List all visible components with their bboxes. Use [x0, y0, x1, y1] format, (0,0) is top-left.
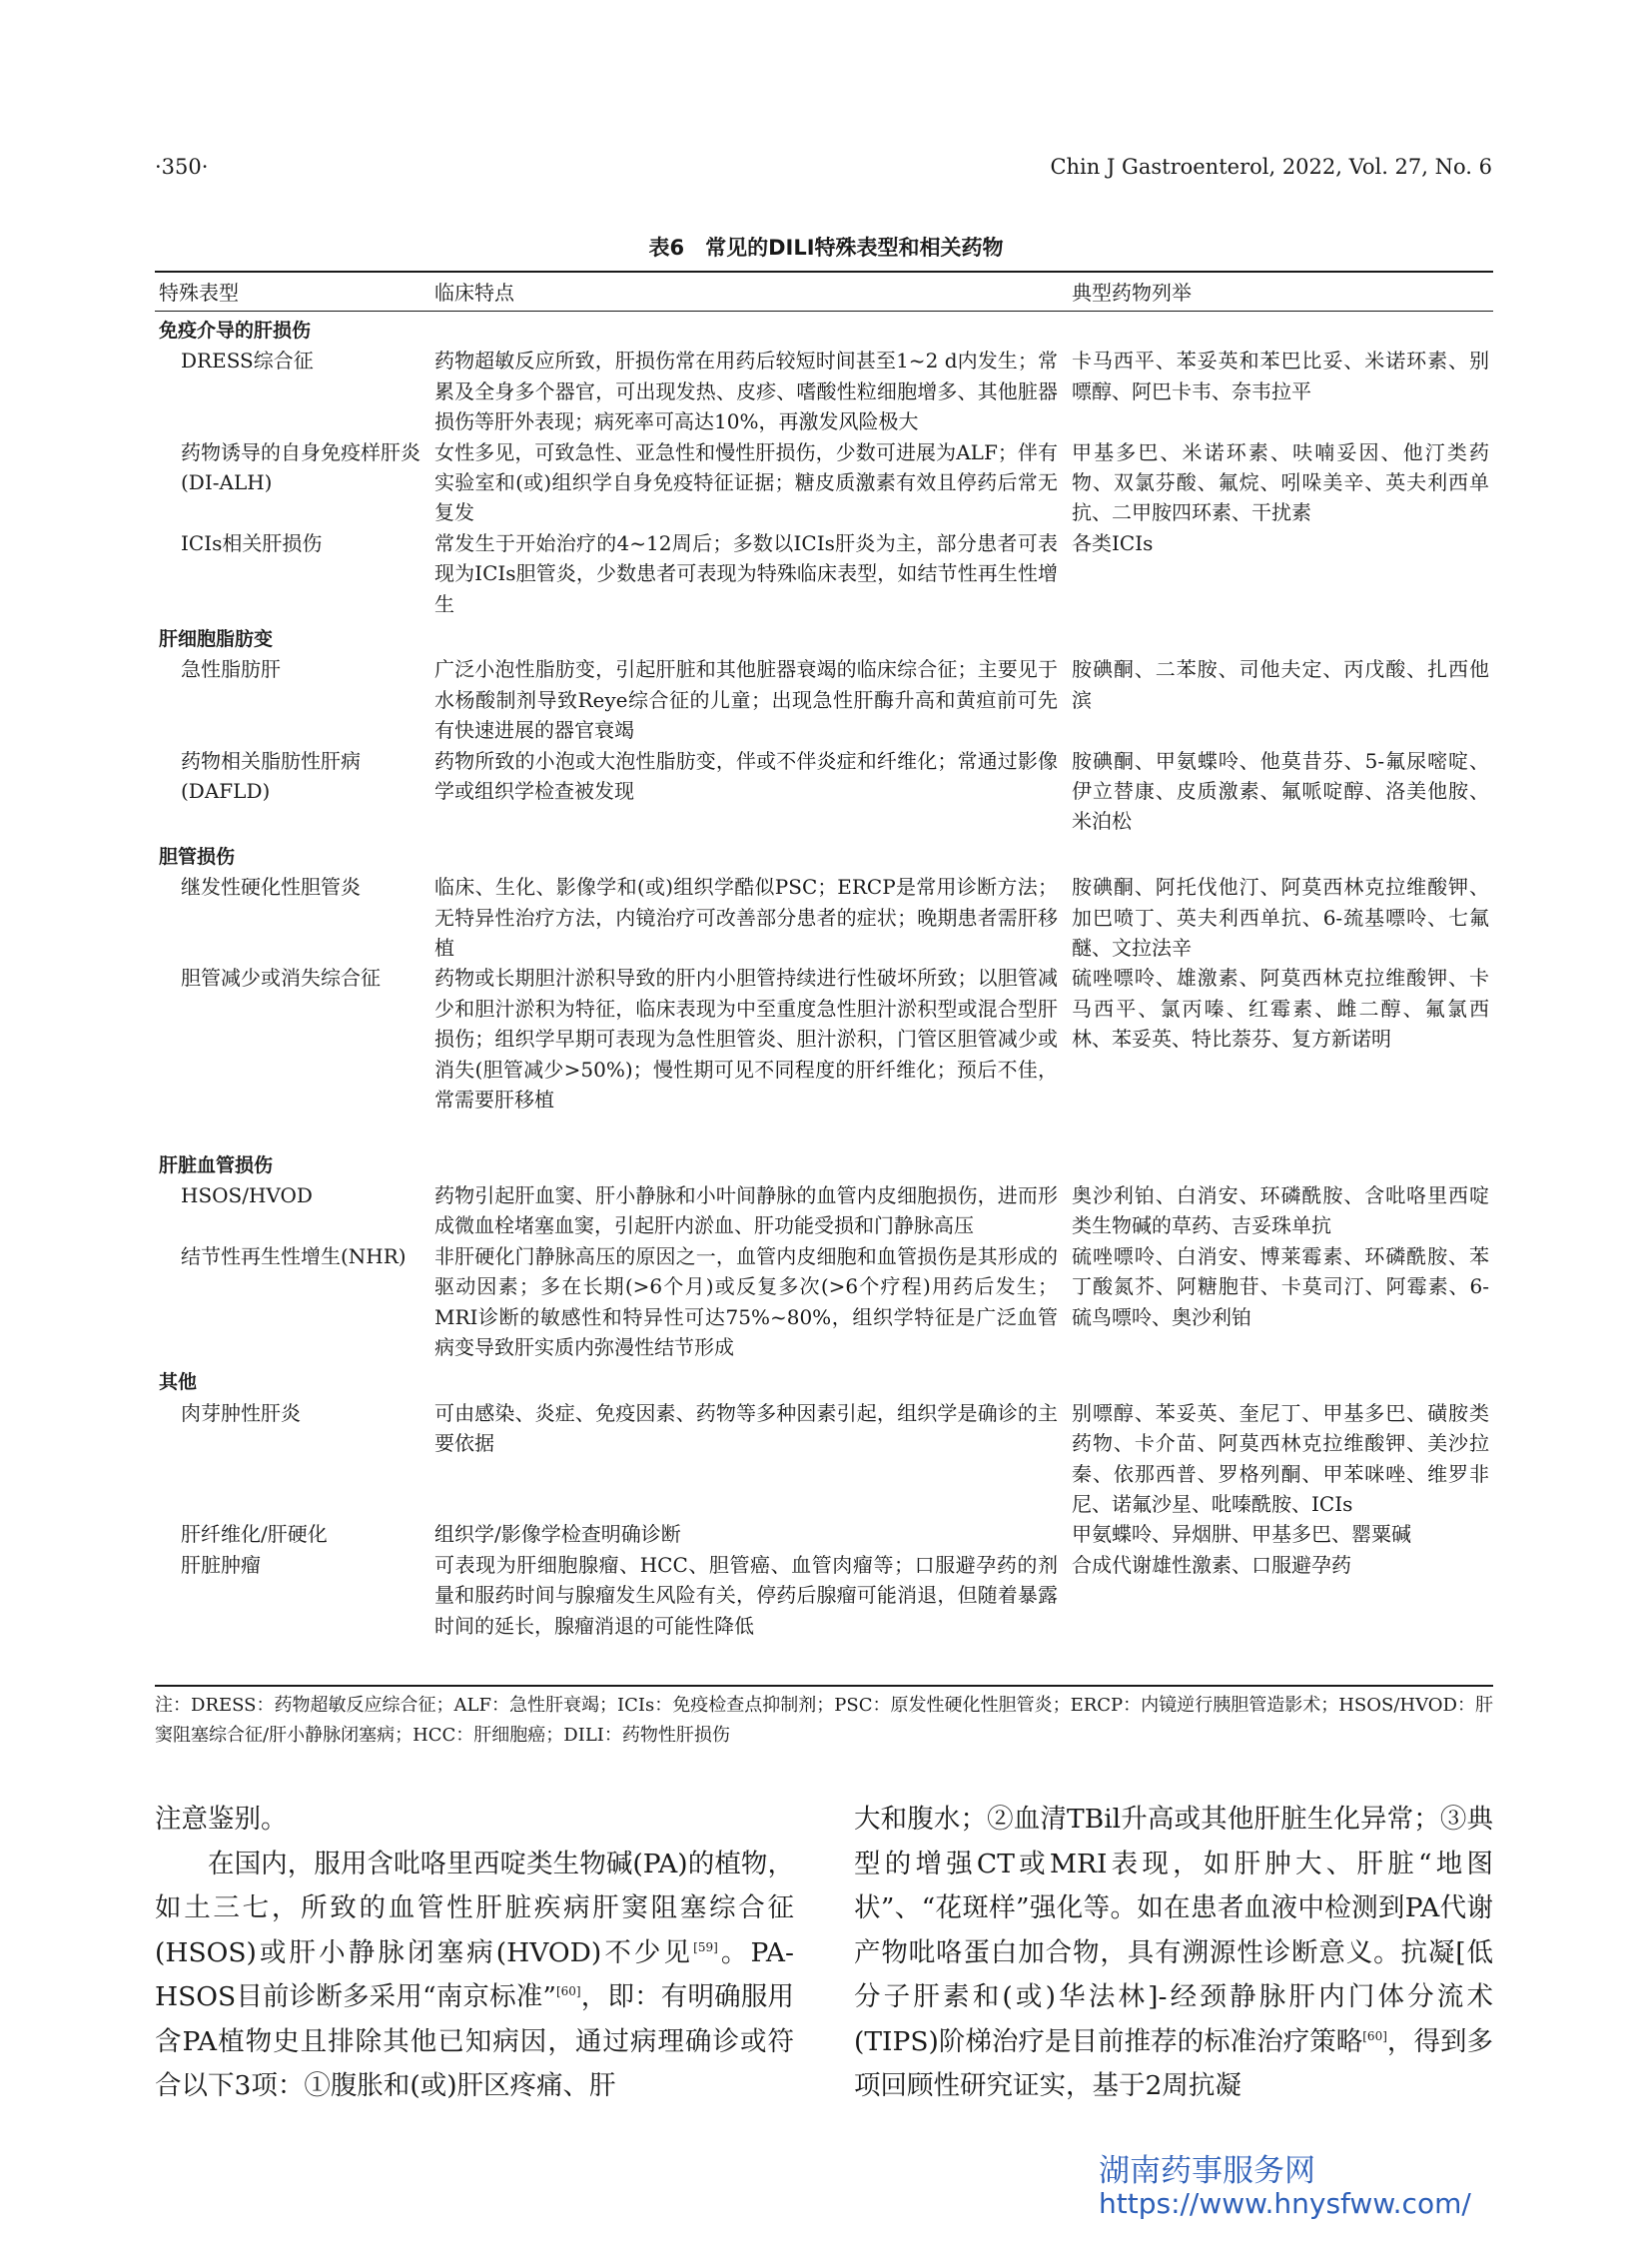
text-run: 大和腹水；②血清TBil升高或其他肝脏生化异常；③典型的增强CT或MRI表现，如肝肿大、肝脏“地图状”、“花斑样”强化等。如在患者血液中检测到PA代谢产物吡咯蛋白加合物，具有溯源性诊断意义。抗凝[低分子肝素和(或)华法林]-经颈静脉肝内门体分流术(TIPS)阶梯治疗是目前推荐的标准治疗策略 — [854, 1804, 1493, 2057]
phenotype-cell: 结节性再生性增生(NHR) — [181, 1243, 407, 1268]
text-run: ，得到多项回顾性研究证实，基于2周抗凝 — [854, 2025, 1493, 2101]
features-cell: 女性多见，可致急性、亚急性和慢性肝损伤，少数可进展为ALF；伴有实验室和(或)组织学自身免疫特征证据；糖皮质激素有效且停药后常无复发 — [434, 439, 1058, 525]
table-row — [155, 346, 1493, 436]
features-cell: 可由感染、炎症、免疫因素、药物等多种因素引起，组织学是确诊的主要依据 — [434, 1400, 1058, 1456]
table-category-heading: 肝细胞脂肪变 — [159, 627, 274, 650]
paragraph — [854, 1798, 1493, 2109]
table-row — [155, 872, 1493, 963]
phenotype-cell: HSOS/HVOD — [181, 1183, 313, 1208]
features-cell: 临床、生化、影像学和(或)组织学酷似PSC；ERCP是常用诊断方法；无特异性治疗方法，内镜治疗可改善部分患者的症状；晚期患者需肝移植 — [434, 875, 1058, 960]
table-row — [155, 437, 1493, 528]
table-row — [155, 1398, 1493, 1520]
text-run: 在国内，服用含吡咯里西啶类生物碱(PA)的植物，如土三七，所致的血管性肝脏疾病肝窦阻塞综合征(HSOS)或肝小静脉闭塞病(HVOD)不少见 — [155, 1848, 794, 1968]
drugs-cell: 硫唑嘌呤、雄激素、阿莫西林克拉维酸钾、卡马西平、氯丙嗪、红霉素、雌二醇、氟氯西林、苯妥英、特比萘芬、复方新诺明 — [1072, 966, 1489, 1052]
table — [155, 273, 1493, 1638]
table-row — [155, 528, 1493, 619]
body-column-right — [854, 1798, 1493, 2109]
features-cell: 可表现为肝细胞腺瘤、HCC、胆管癌、血管肉瘤等；口服避孕药的剂量和服药时间与腺瘤发生风险有关，停药后腺瘤可能消退，但随着暴露时间的延长，腺瘤消退的可能性降低 — [434, 1552, 1058, 1638]
table-row — [155, 746, 1493, 837]
drugs-cell: 甲氨蝶呤、异烟肼、甲基多巴、罂粟碱 — [1072, 1522, 1411, 1547]
table-row — [155, 1519, 1493, 1549]
drugs-cell: 胺碘酮、阿托伐他汀、阿莫西林克拉维酸钾、加巴喷丁、英夫利西单抗、6-巯基嘌呤、七氟醚、文拉法辛 — [1072, 875, 1489, 960]
features-cell: 常发生于开始治疗的4~12周后；多数以ICIs肝炎为主，部分患者可表现为ICIs胆管炎，少数患者可表现为特殊临床表型，如结节性再生性增生 — [434, 530, 1058, 616]
citation[interactable]: [60] — [555, 1984, 581, 1999]
table-title: 表6 常见的DILI特殊表型和相关药物 — [648, 236, 1004, 260]
citation[interactable]: [59] — [693, 1939, 718, 1954]
phenotype-cell: DRESS综合征 — [181, 349, 314, 374]
citation[interactable]: [60] — [1362, 2028, 1387, 2043]
table-row — [155, 1550, 1493, 1641]
table-category-heading: 其他 — [159, 1371, 198, 1394]
features-cell: 药物或长期胆汁淤积导致的肝内小胆管持续进行性破坏所致；以胆管减少和胆汁淤积为特征，临床表现为中至重度急性胆汁淤积型或混合型肝损伤；组织学早期可表现为急性胆管炎、胆汁淤积，门管区胆管减少或消失(胆管减少>50%)；慢性期可见不同程度的肝纤维化；预后不佳，常需要肝移植 — [434, 966, 1058, 1112]
drugs-cell: 合成代谢雄性激素、口服避孕药 — [1072, 1552, 1351, 1577]
features-cell: 广泛小泡性脂肪变，引起肝脏和其他脏器衰竭的临床综合征；主要见于水杨酸制剂导致Reye综合征的儿童；出现急性肝酶升高和黄疸前可先有快速进展的器官衰竭 — [434, 657, 1058, 743]
drugs-cell: 胺碘酮、甲氨蝶呤、他莫昔芬、5-氟尿嘧啶、伊立替康、皮质激素、氟哌啶醇、洛美他胺、米泊松 — [1072, 748, 1489, 834]
drugs-cell: 甲基多巴、米诺环素、呋喃妥因、他汀类药物、双氯芬酸、氟烷、吲哚美辛、英夫利西单抗、二甲胺四环素、干扰素 — [1072, 439, 1489, 525]
features-cell: 药物引起肝血窦、肝小静脉和小叶间静脉的血管内皮细胞损伤，进而形成微血栓堵塞血窦，引起肝内淤血、肝功能受损和门静脉高压 — [434, 1183, 1058, 1238]
table-category-heading: 免疫介导的肝损伤 — [159, 320, 312, 342]
table-row — [155, 963, 1493, 1144]
column-header-drugs: 典型药物列举 — [1072, 281, 1192, 305]
table-note: 注：DRESS：药物超敏反应综合征；ALF：急性肝衰竭；ICIs：免疫检查点抑制剂；PSC：原发性硬化性胆管炎；ERCP：内镜逆行胰胆管造影术；HSOS/HVOD：肝窦阻塞综合征/肝小静脉闭塞病；HCC：肝细胞癌；DILI：药物性肝损伤 — [155, 1695, 1493, 1746]
drugs-cell: 各类ICIs — [1072, 530, 1154, 555]
phenotype-cell: 药物相关脂肪性肝病(DAFLD) — [181, 748, 361, 803]
table-bottom-rule — [155, 1685, 1493, 1687]
phenotype-cell: 药物诱导的自身免疫样肝炎(DI-ALH) — [181, 439, 420, 494]
phenotype-cell: 肝脏肿瘤 — [181, 1552, 261, 1577]
phenotype-cell: 胆管减少或消失综合征 — [181, 966, 381, 991]
features-cell: 非肝硬化门静脉高压的原因之一，血管内皮细胞和血管损伤是其形成的驱动因素；多在长期(>6个月)或反复多次(>6个疗程)用药后发生；MRI诊断的敏感性和特异性可达75%~80%，组织学特征是广泛血管病变导致肝实质内弥漫性结节形成 — [434, 1243, 1058, 1360]
text-run: ，即：有明确服用含PA植物史且排除其他已知病因，通过病理确诊或符合以下3项：①腹胀和(或)肝区疼痛、肝 — [155, 1981, 794, 2101]
phenotype-cell: 继发性硬化性胆管炎 — [181, 875, 361, 900]
table-row — [155, 654, 1493, 745]
drugs-cell: 卡马西平、苯妥英和苯巴比妥、米诺环素、别嘌醇、阿巴卡韦、奈韦拉平 — [1072, 349, 1489, 403]
text-run: 。PA-HSOS目前诊断多采用“南京标准” — [155, 1936, 794, 2012]
features-cell: 药物超敏反应所致，肝损伤常在用药后较短时间甚至1~2 d内发生；常累及全身多个器官，可出现发热、皮疹、嗜酸性粒细胞增多、其他脏器损伤等肝外表现；病死率可高达10%，再激发风险极大 — [434, 349, 1058, 434]
phenotype-cell: 肉芽肿性肝炎 — [181, 1400, 301, 1425]
drugs-cell: 别嘌醇、苯妥英、奎尼丁、甲基多巴、磺胺类药物、卡介苗、阿莫西林克拉维酸钾、美沙拉秦、依那西普、罗格列酮、甲苯咪唑、维罗非尼、诺氟沙星、吡嗪酰胺、ICIs — [1072, 1400, 1489, 1517]
paragraph: 注意鉴别。 — [155, 1804, 288, 1835]
table-category-heading: 胆管损伤 — [159, 845, 236, 868]
body-column-left — [155, 1798, 794, 2109]
drugs-cell: 硫唑嘌呤、白消安、博莱霉素、环磷酰胺、苯丁酸氮芥、阿糖胞苷、卡莫司汀、阿霉素、6-硫鸟嘌呤、奥沙利铂 — [1072, 1243, 1489, 1329]
phenotype-cell: 急性脂肪肝 — [181, 657, 281, 682]
table-row — [155, 1241, 1493, 1363]
column-header-features: 临床特点 — [434, 281, 514, 305]
paragraph — [155, 1843, 794, 2109]
table-row — [155, 1180, 1493, 1241]
drugs-cell: 胺碘酮、二苯胺、司他夫定、丙戊酸、扎西他滨 — [1072, 657, 1489, 712]
features-cell: 组织学/影像学检查明确诊断 — [434, 1522, 681, 1547]
drugs-cell: 奥沙利铂、白消安、环磷酰胺、含吡咯里西啶类生物碱的草药、吉妥珠单抗 — [1072, 1183, 1489, 1238]
features-cell: 药物所致的小泡或大泡性脂肪变，伴或不伴炎症和纤维化；常通过影像学或组织学检查被发现 — [434, 748, 1058, 803]
column-header-phenotype: 特殊表型 — [159, 281, 239, 305]
watermark-url[interactable]: https://www.hnysfww.com/ — [1099, 2187, 1471, 2220]
phenotype-cell: 肝纤维化/肝硬化 — [181, 1522, 328, 1547]
table-body — [155, 311, 1493, 1641]
watermark-site-name: 湖南药事服务网 — [1099, 2153, 1315, 2189]
table-header — [155, 273, 1493, 311]
table-category-heading: 肝脏血管损伤 — [159, 1153, 274, 1176]
phenotype-cell: ICIs相关肝损伤 — [181, 530, 323, 555]
journal-header: Chin J Gastroenterol, 2022, Vol. 27, No. 6 — [1050, 155, 1492, 179]
page-number: ·350· — [155, 155, 209, 179]
